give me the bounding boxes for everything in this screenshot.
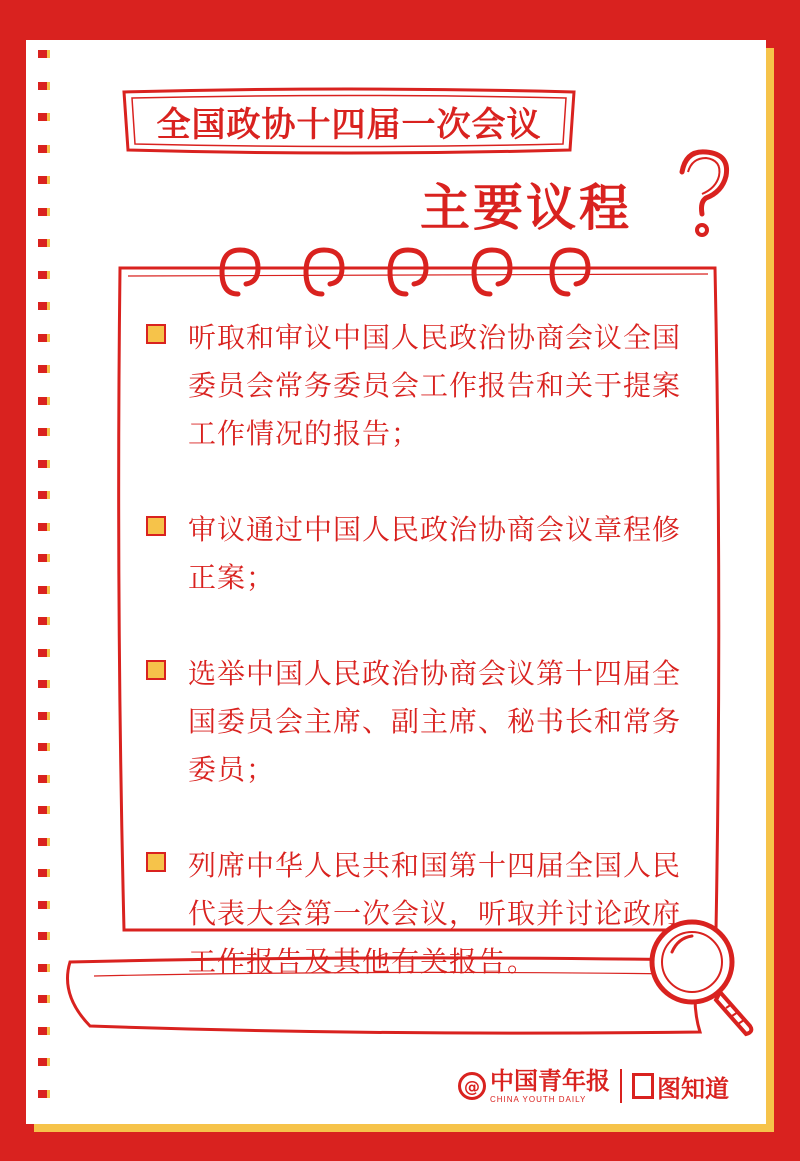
agenda-item	[146, 650, 686, 794]
page-subtitle: 主要议程	[420, 179, 632, 237]
agenda-item	[146, 842, 686, 986]
column-name: 图知道	[657, 1074, 729, 1103]
bullet-square-icon	[146, 660, 166, 680]
footer-divider	[620, 1069, 622, 1103]
footer-branding	[458, 1064, 729, 1108]
bullet-square-icon	[146, 516, 166, 536]
bullet-square-icon	[146, 324, 166, 344]
column-logo-icon	[632, 1073, 654, 1099]
spiral-rings	[222, 250, 588, 294]
brand-logo-icon: @	[458, 1072, 486, 1100]
agenda-list	[146, 314, 686, 1034]
brand-name	[490, 1066, 610, 1104]
page-title: 全国政协十四届一次会议	[156, 104, 542, 145]
agenda-item	[146, 314, 686, 458]
brand-name-cn: 中国青年报	[490, 1066, 610, 1095]
bullet-square-icon	[146, 852, 166, 872]
agenda-item-text: 听取和审议中国人民政治协商会议全国委员会常务委员会工作报告和关于提案工作情况的报告；	[188, 321, 682, 450]
magnifier-icon	[642, 912, 760, 1040]
agenda-item-text: 审议通过中国人民政治协商会议章程修正案；	[188, 513, 682, 594]
agenda-item-text: 列席中华人民共和国第十四届全国人民代表大会第一次会议，听取并讨论政府工作报告及其他有关报告。	[188, 849, 682, 978]
brand-name-en: CHINA YOUTH DAILY	[490, 1094, 587, 1104]
agenda-item-text: 选举中国人民政治协商会议第十四届全国委员会主席、副主席、秘书长和常务委员；	[188, 657, 682, 786]
agenda-item	[146, 506, 686, 602]
